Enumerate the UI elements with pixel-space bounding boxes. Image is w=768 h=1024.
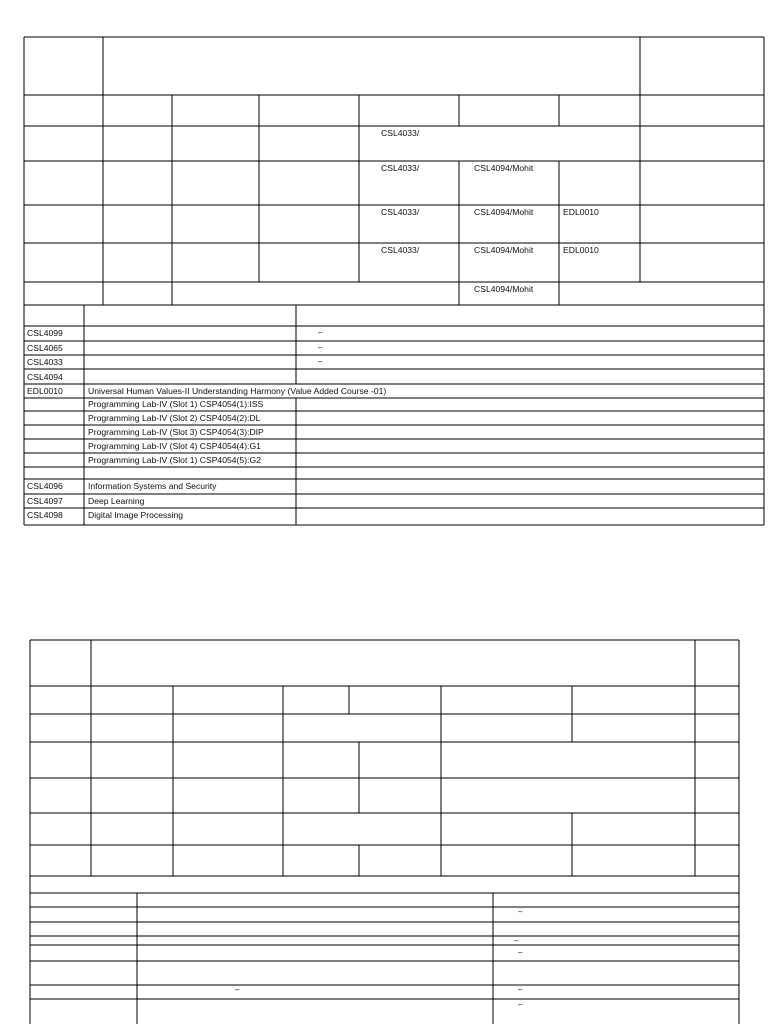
- course-name: Programming Lab-IV (Slot 1) CSP4054(1):ISS: [88, 399, 264, 409]
- course-code: CSL4099: [27, 328, 63, 338]
- course-extra: –: [318, 328, 323, 337]
- course-code: CSL4098: [27, 510, 63, 520]
- slot-cell: CSL4033/: [381, 207, 420, 217]
- course-name: Programming Lab-IV (Slot 1) CSP4054(5):G2: [88, 455, 261, 465]
- course-name: Digital Image Processing: [88, 510, 184, 520]
- slot-cell: CSL4033/: [381, 128, 420, 138]
- course-code: CSL4096: [27, 481, 63, 491]
- course-name: Programming Lab-IV (Slot 4) CSP4054(4):G1: [88, 441, 261, 451]
- slot-cell: CSL4094/Mohit: [474, 207, 534, 217]
- course-extra: –: [514, 936, 519, 945]
- course-name: Deep Learning: [88, 496, 145, 506]
- course-name: Programming Lab-IV (Slot 2) CSP4054(2):DL: [88, 413, 261, 423]
- course-code: EDL0010: [27, 386, 63, 396]
- course-code: CSL4065: [27, 343, 63, 353]
- slot-cell: CSL4033/: [381, 245, 420, 255]
- course-name: Programming Lab-IV (Slot 3) CSP4054(3):DIP: [88, 427, 264, 437]
- course-extra: –: [318, 357, 323, 366]
- course-code: CSL4097: [27, 496, 63, 506]
- course-extra: –: [518, 1000, 523, 1009]
- course-extra: –: [518, 985, 523, 994]
- slot-cell: CSL4033/: [381, 163, 420, 173]
- slot-cell: EDL0010: [563, 207, 599, 217]
- course-code: CSL4033: [27, 357, 63, 367]
- course-extra: –: [518, 948, 523, 957]
- course-name: Universal Human Values-II Understanding Harmony (Value Added Course -01): [88, 386, 387, 396]
- course-extra: –: [318, 343, 323, 352]
- slot-cell: EDL0010: [563, 245, 599, 255]
- slot-cell: CSL4094/Mohit: [474, 284, 534, 294]
- slot-cell: CSL4094/Mohit: [474, 245, 534, 255]
- course-extra: –: [235, 985, 240, 994]
- course-code: CSL4094: [27, 372, 63, 382]
- course-name: Information Systems and Security: [88, 481, 217, 491]
- slot-cell: CSL4094/Mohit: [474, 163, 534, 173]
- course-extra: –: [518, 907, 523, 916]
